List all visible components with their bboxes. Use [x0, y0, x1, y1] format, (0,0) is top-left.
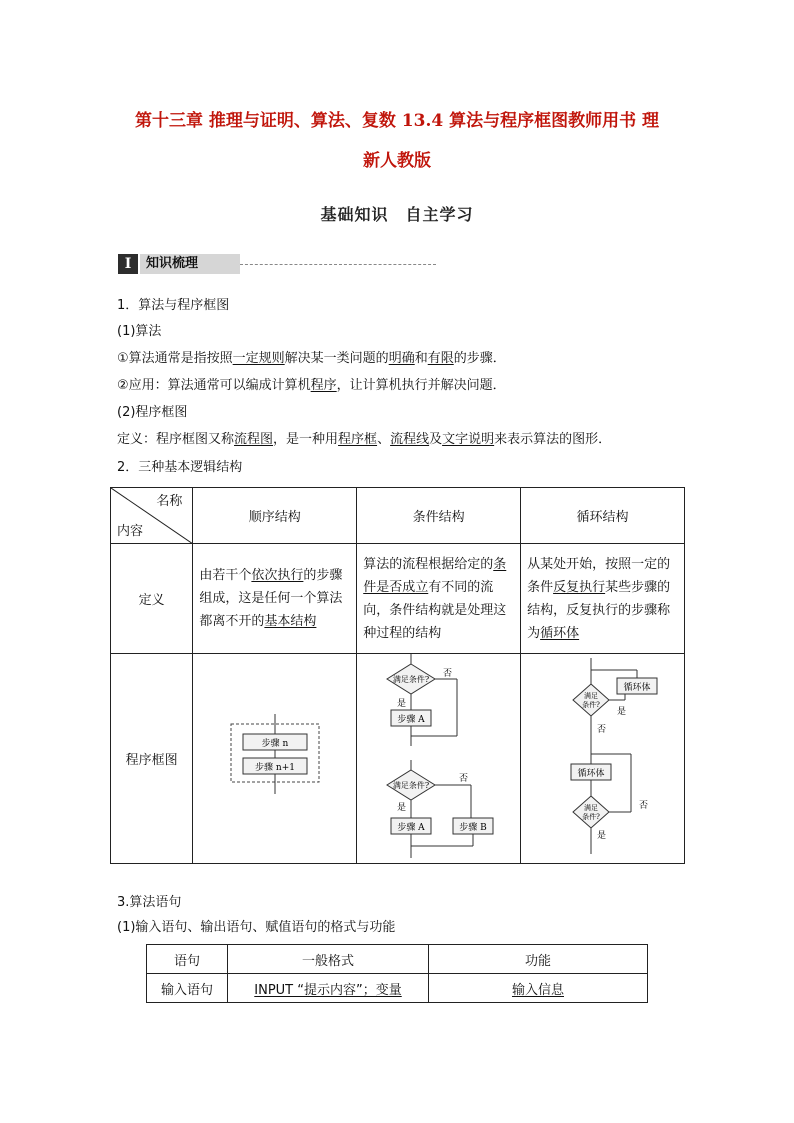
input-statement-name: 输入语句 — [147, 974, 228, 1003]
subheading-algorithm: (1)算法 — [117, 324, 162, 339]
text-span: 算法的流程根据给定的 — [363, 556, 494, 572]
row-label-flowchart: 程序框图 — [111, 654, 193, 864]
flowchart-definition — [117, 430, 611, 450]
logic-structures-table — [110, 487, 685, 864]
loop-flowchart — [521, 654, 685, 864]
header-loop: 循环结构 — [521, 488, 685, 544]
text-span: 有不同的流向，条件结构就是处理这种过程的结构 — [363, 579, 507, 641]
section-divider — [240, 264, 436, 265]
step-a-label: 步骤 A — [397, 823, 425, 833]
algorithm-application — [117, 376, 506, 396]
text-span: ，让计算机执行并解决问题． — [336, 378, 506, 393]
text-span: ①算法通常是指按照 — [117, 351, 233, 366]
header-sequence: 顺序结构 — [193, 488, 357, 544]
answer-blank: 依次执行 — [251, 568, 304, 583]
answer-blank: 程序框 — [338, 432, 378, 447]
text-span: 和 — [414, 351, 428, 366]
no-label: 否 — [639, 801, 649, 811]
answer-blank: 循环体 — [540, 625, 580, 641]
no-label: 否 — [597, 725, 607, 735]
text-span: 定义：程序框图又称 — [117, 432, 235, 447]
header-statement: 语句 — [147, 945, 228, 974]
loop-body-label: 循环体 — [623, 683, 651, 693]
condition-flowchart-cell — [357, 654, 521, 864]
section-number: I — [118, 254, 138, 274]
decision-label-b: 条件? — [582, 701, 600, 709]
yes-label: 是 — [597, 831, 607, 841]
condition-flowchart — [357, 654, 521, 864]
answer-blank: 流程线 — [390, 432, 430, 447]
statements-table — [146, 944, 648, 1003]
text-span: ，是一种用 — [273, 432, 339, 447]
yes-label: 是 — [397, 699, 407, 709]
decision-label: 满足条件? — [393, 781, 430, 790]
yes-label: 是 — [397, 803, 407, 813]
loop-flowchart-cell — [521, 654, 685, 864]
text-span: 由若干个 — [199, 568, 252, 583]
answer-blank: 明确 — [388, 351, 415, 366]
algorithm-definition — [117, 349, 506, 369]
decision-label-b: 条件? — [582, 813, 600, 821]
no-label: 否 — [443, 669, 453, 679]
input-statement-function — [429, 974, 648, 1003]
heading-three-structures: 2．三种基本逻辑结构 — [117, 460, 243, 475]
corner-label-top: 名称 — [156, 494, 183, 509]
section-label: 知识梳理 — [140, 254, 240, 274]
answer-blank: INPUT “提示内容”；变量 — [254, 982, 402, 998]
text-span: 、 — [377, 432, 391, 447]
subheading-io-statements: (1)输入语句、输出语句、赋值语句的格式与功能 — [117, 920, 396, 935]
sequence-flowchart-cell — [193, 654, 357, 864]
heading-algorithm-statements: 3.算法语句 — [117, 895, 182, 910]
header-condition: 条件结构 — [357, 488, 521, 544]
sequence-definition — [193, 544, 357, 654]
section-header-bar — [118, 254, 436, 276]
answer-blank: 基本结构 — [264, 614, 317, 629]
answer-blank: 有限 — [427, 351, 454, 366]
text-span: 从某处开始，按照一定的条件 — [527, 556, 671, 595]
step-b-label: 步骤 B — [459, 823, 487, 833]
input-statement-format — [228, 974, 429, 1003]
answer-blank: 流程图 — [234, 432, 274, 447]
condition-definition — [357, 544, 521, 654]
decision-label-a: 满足 — [584, 692, 599, 700]
decision-diamond — [573, 684, 609, 716]
text-span: ②应用：算法通常可以编成计算机 — [117, 378, 311, 393]
text-span: 的步骤组成，这是任何一个算法都离不开的 — [199, 568, 343, 629]
loop-definition — [521, 544, 685, 654]
section-subtitle: 基础知识 自主学习 — [320, 205, 474, 224]
answer-blank: 输入信息 — [511, 982, 564, 998]
answer-blank: 文字说明 — [442, 432, 495, 447]
heading-algorithm-flowchart: 1．算法与程序框图 — [117, 298, 230, 313]
text-span: 的步骤． — [453, 351, 506, 366]
subheading-flowchart: (2)程序框图 — [117, 405, 188, 420]
text-span: 某些步骤的结构，反复执行的步骤称为 — [527, 579, 671, 641]
text-span: 及 — [429, 432, 443, 447]
document-title-line1: 第十三章 推理与证明、算法、复数 13.4 算法与程序框图教师用书 理 — [134, 111, 660, 131]
header-function: 功能 — [429, 945, 648, 974]
step-a-label: 步骤 A — [397, 715, 425, 725]
decision-label-a: 满足 — [584, 804, 599, 812]
document-title-line2: 新人教版 — [363, 151, 431, 171]
answer-blank: 反复执行 — [553, 579, 606, 595]
table-corner-cell — [111, 488, 193, 544]
step-n-label: 步骤 n — [262, 739, 289, 749]
sequence-flowchart — [193, 654, 357, 864]
text-span: 来表示算法的图形． — [494, 432, 612, 447]
header-format: 一般格式 — [228, 945, 429, 974]
yes-label: 是 — [617, 707, 627, 717]
answer-blank: 一定规则 — [232, 351, 285, 366]
decision-diamond — [573, 796, 609, 828]
row-label-definition: 定义 — [111, 544, 193, 654]
decision-label: 满足条件? — [393, 675, 430, 684]
step-n1-label: 步骤 n+1 — [255, 763, 296, 773]
loop-body-label: 循环体 — [577, 769, 605, 779]
answer-blank: 条件是否成立 — [363, 556, 507, 595]
text-span: 解决某一类问题的 — [284, 351, 389, 366]
no-label: 否 — [459, 774, 469, 784]
corner-label-bottom: 内容 — [117, 524, 144, 539]
answer-blank: 程序 — [310, 378, 337, 393]
